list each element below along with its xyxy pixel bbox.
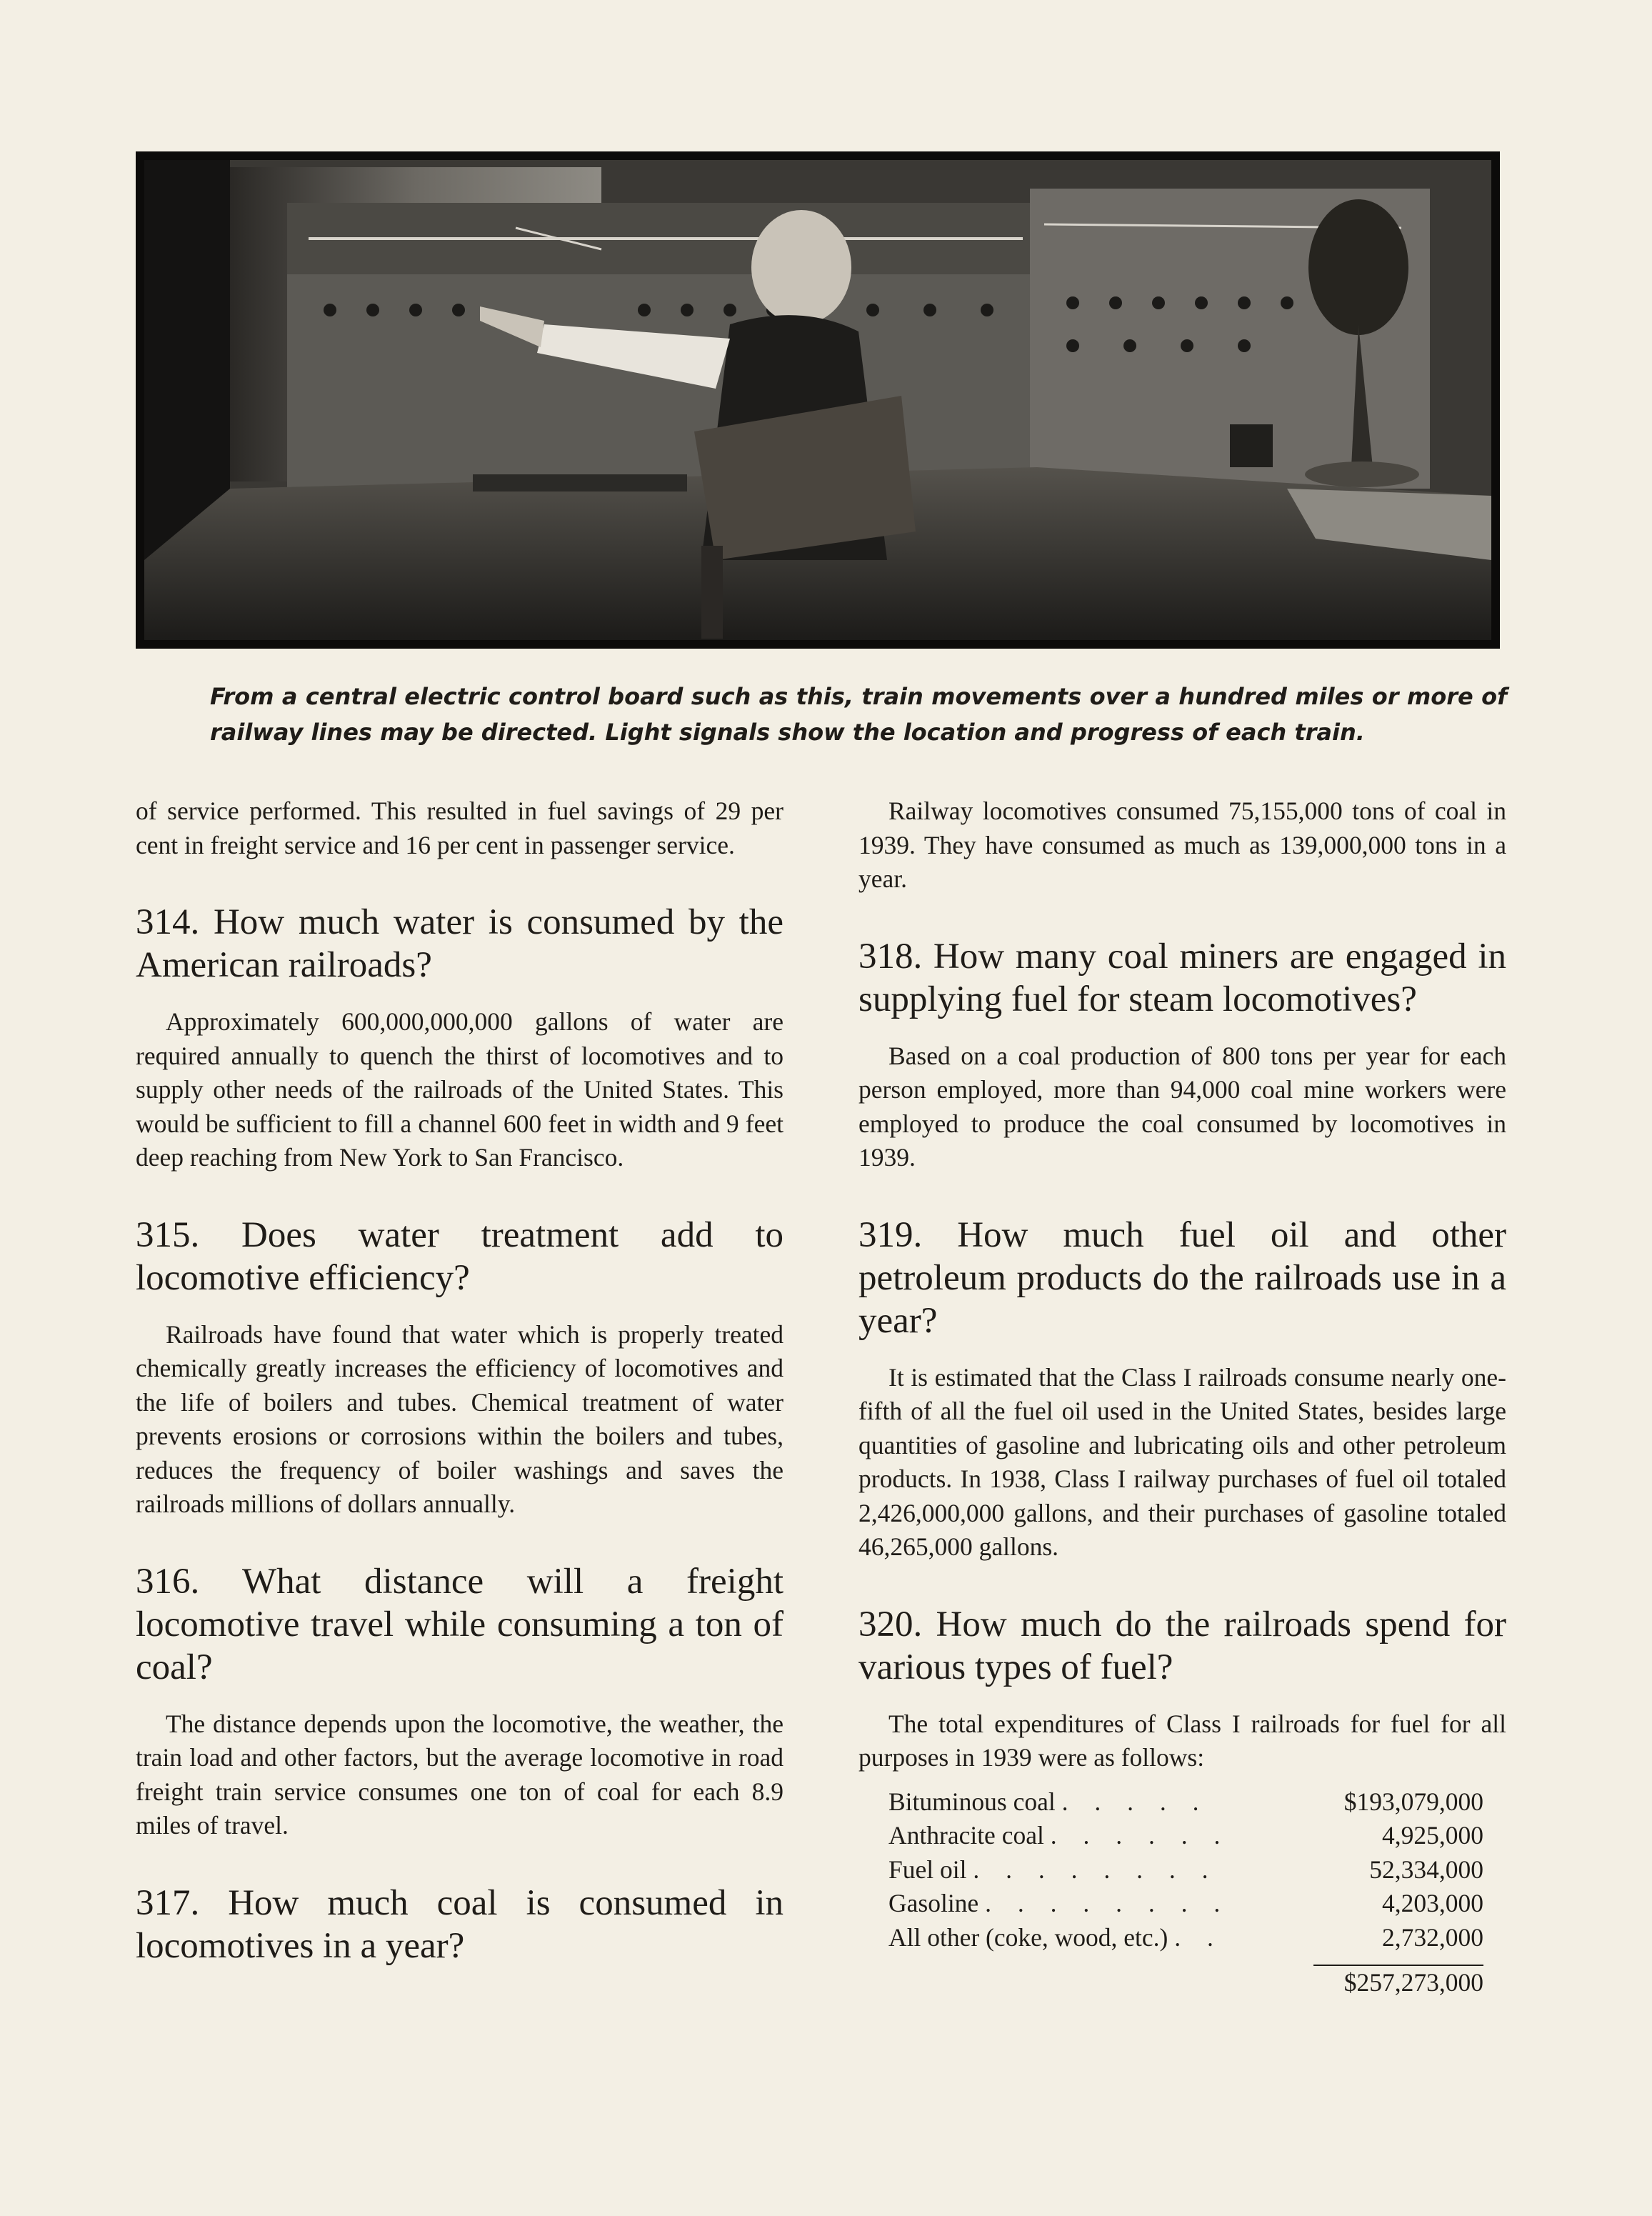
question-314: 314. How much water is consumed by the American railroads? <box>136 902 784 985</box>
fuel-amount: 4,203,000 <box>1382 1889 1483 1917</box>
leader-dots: . . <box>1174 1922 1223 1952</box>
right-column <box>858 794 1506 2000</box>
answer-320: The total expenditures of Class I railroads for fuel for all purposes in 1939 were as follows: <box>858 1709 1506 1772</box>
fuel-name: All other (coke, wood, etc.) <box>888 1922 1168 1952</box>
fuel-label <box>888 1921 1313 1955</box>
leader-dots: . . . . . <box>1061 1787 1209 1816</box>
photo-frame <box>136 151 1500 649</box>
question-317: 317. How much coal is consumed in locomotives in a year? <box>136 1882 784 1966</box>
answer-318: Based on a coal production of 800 tons per year for each person employed, more than 94,000 coal mine workers were employed to produce the coal consumed by locomotives in 1939. <box>858 1041 1506 1172</box>
intro-paragraph: of service performed. This resulted in fuel savings of 29 per cent in freight service and 16 per cent in passenger service. <box>136 797 784 859</box>
fuel-name: Bituminous coal <box>888 1787 1056 1816</box>
fuel-expenditure-table <box>888 1785 1483 1955</box>
answer-317: Railway locomotives consumed 75,155,000 tons of coal in 1939. They have consumed as much as 139,000,000 tons in a year. <box>858 797 1506 893</box>
fuel-label <box>888 1887 1313 1921</box>
answer-315: Railroads have found that water which is properly treated chemically greatly increases the efficiency of locomotives and the life of boilers and tubes. Chemical treatment of water prevents erosions or corrosions within the boilers and tubes, reduces the frequency of boiler washings and saves the railroads millions of dollars annually. <box>136 1319 784 1518</box>
table-row <box>888 1887 1483 1921</box>
fuel-label <box>888 1819 1313 1853</box>
table-row <box>888 1785 1483 1820</box>
leader-dots: . . . . . . <box>1050 1821 1231 1850</box>
fuel-name: Fuel oil <box>888 1855 967 1884</box>
train-control-board-photo <box>144 160 1491 640</box>
photo-caption: From a central electric control board such as this, train movements over a hundred miles or more of railway lines may be directed. Light signals show the location and progress of each train. <box>210 683 1507 746</box>
answer-316: The distance depends upon the locomotive, the weather, the train load and other factors, but the average locomotive in road freight train service consumes one ton of coal for each 8.9 miles of travel. <box>136 1709 784 1840</box>
question-315: 315. Does water treatment add to locomotive efficiency? <box>136 1214 784 1298</box>
answer-314: Approximately 600,000,000,000 gallons of water are required annually to quench the thirst of locomotives and to supply other needs of the railroads of the United States. This would be sufficient to fill a channel 600 feet in width and 9 feet deep reaching from New York to San Francisco. <box>136 1007 784 1172</box>
table-row <box>888 1921 1483 1955</box>
question-318: 318. How many coal miners are engaged in supplying fuel for steam locomotives? <box>858 936 1506 1019</box>
fuel-total: $257,273,000 <box>1343 1968 1483 1997</box>
fuel-label <box>888 1853 1313 1887</box>
question-320: 320. How much do the railroads spend for various types of fuel? <box>858 1604 1506 1687</box>
table-row <box>888 1819 1483 1853</box>
fuel-name: Gasoline <box>888 1889 979 1917</box>
question-316: 316. What distance will a freight locomotive travel while consuming a ton of coal? <box>136 1561 784 1687</box>
left-column <box>136 794 784 1967</box>
table-row <box>888 1853 1483 1887</box>
fuel-name: Anthracite coal <box>888 1821 1044 1850</box>
leader-dots: . . . . . . . . <box>973 1855 1218 1884</box>
fuel-label <box>888 1785 1313 1820</box>
fuel-amount: $193,079,000 <box>1343 1787 1483 1816</box>
answer-319: It is estimated that the Class I railroads consume nearly one-fifth of all the fuel oil used in the United States, besides large quantities of gasoline and lubricating oils and other petroleum products. In 1938, Class I railway purchases of fuel oil totaled 2,426,000,000 gallons, and their purchases of gasoline totaled 46,265,000 gallons. <box>858 1362 1506 1561</box>
question-319: 319. How much fuel oil and other petroleum products do the railroads use in a year? <box>858 1214 1506 1341</box>
fuel-amount: 2,732,000 <box>1382 1922 1483 1952</box>
leader-dots: . . . . . . . . <box>985 1889 1231 1917</box>
fuel-amount: 52,334,000 <box>1369 1855 1483 1884</box>
fuel-amount: 4,925,000 <box>1382 1821 1483 1850</box>
